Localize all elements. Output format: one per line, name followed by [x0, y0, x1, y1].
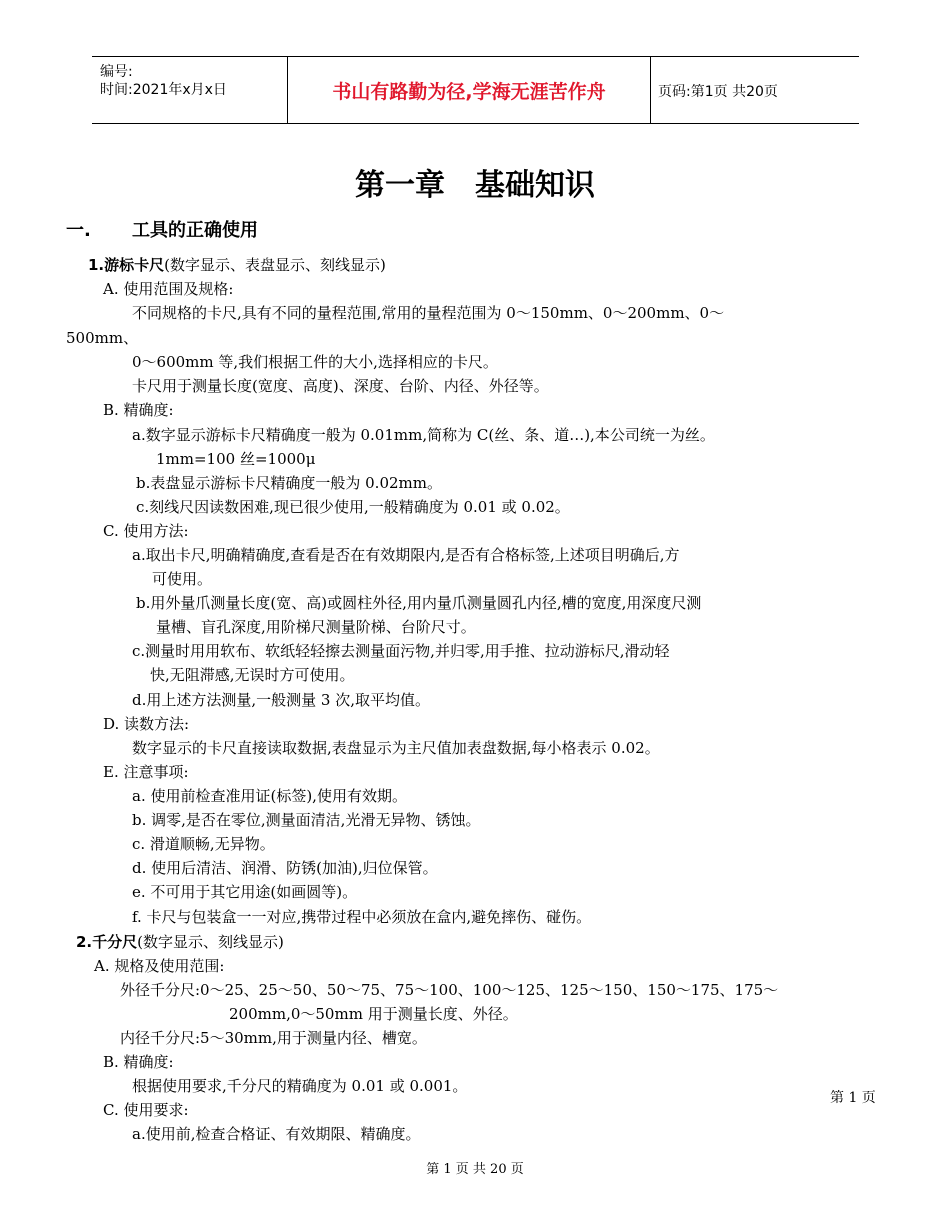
line-text: B. 精确度:: [103, 1053, 174, 1071]
text-line: [120, 980, 778, 1000]
line-text: 200mm,0～50mm 用于测量长度、外径。: [229, 1005, 518, 1023]
line-text: A. 使用范围及规格:: [103, 280, 234, 298]
time-label: 时间:2021年x月x日: [100, 82, 227, 98]
line-text: 数字显示的卡尺直接读取数据,表盘显示为主尺值加表盘数据,每小格表示 0.02。: [132, 739, 660, 757]
line-text: d.用上述方法测量,一般测量 3 次,取平均值。: [132, 691, 430, 709]
text-line: [103, 714, 189, 734]
text-line: [136, 473, 442, 493]
text-line: [132, 303, 724, 323]
footer-page-count: 第 1 页 共 20 页: [426, 1162, 524, 1177]
subsection-line: [76, 932, 284, 952]
line-text: e. 不可用于其它用途(如画圆等)。: [132, 883, 358, 901]
line-text: 根据使用要求,千分尺的精确度为 0.01 或 0.001。: [132, 1077, 468, 1095]
section-number: 一.: [66, 220, 91, 241]
text-line: [152, 569, 212, 589]
line-text: B. 精确度:: [103, 401, 174, 419]
line-text: 500mm、: [66, 329, 139, 347]
text-line: [132, 1076, 467, 1096]
header-motto-cell: [287, 57, 651, 123]
line-text: a.取出卡尺,明确精确度,查看是否在有效期限内,是否有合格标签,上述项目明确后,方: [132, 546, 680, 564]
text-line: [132, 425, 715, 445]
text-line: [132, 786, 407, 806]
subsection-number: 2.: [76, 933, 93, 951]
text-line: [94, 956, 224, 976]
text-line: [103, 521, 189, 541]
chapter-title: 第一章 基础知识: [355, 168, 595, 203]
text-line: [103, 1052, 174, 1072]
text-line: [66, 328, 138, 348]
text-line: [132, 834, 275, 854]
text-line: [132, 690, 430, 710]
text-line: [132, 376, 549, 396]
text-line: [132, 545, 680, 565]
text-line: [103, 762, 189, 782]
line-text: 快,无阻滞感,无误时方可使用。: [150, 666, 355, 684]
line-text: 内径千分尺:5～30mm,用于测量内径、槽宽。: [120, 1029, 427, 1047]
line-text: c.刻线尺因读数困难,现已很少使用,一般精确度为 0.01 或 0.02。: [136, 498, 570, 516]
text-line: [132, 858, 438, 878]
page-number-right: 第 1 页: [830, 1090, 876, 1106]
text-line: [103, 1100, 189, 1120]
line-text: 量槽、盲孔深度,用阶梯尺测量阶梯、台阶尺寸。: [156, 618, 476, 636]
line-text: 不同规格的卡尺,具有不同的量程范围,常用的量程范围为 0～150mm、0～200mm、0～: [132, 304, 725, 322]
line-text: c. 滑道顺畅,无异物。: [132, 835, 275, 853]
text-line: [136, 497, 570, 517]
text-line: [132, 738, 660, 758]
page-label: 页码:第1页 共20页: [658, 84, 778, 100]
line-text: b.用外量爪测量长度(宽、高)或圆柱外径,用内量爪测量圆孔内径,槽的宽度,用深度尺测: [136, 594, 702, 612]
subsection-heading: 游标卡尺: [104, 256, 165, 274]
text-line: [132, 907, 591, 927]
subsection-number: 1.: [88, 256, 105, 274]
text-line: [156, 449, 315, 469]
text-line: [103, 400, 174, 420]
line-text: a. 使用前检查准用证(标签),使用有效期。: [132, 787, 407, 805]
line-text: E. 注意事项:: [103, 763, 189, 781]
text-line: [132, 641, 669, 661]
line-text: d. 使用后清洁、润滑、防锈(加油),归位保管。: [132, 859, 438, 877]
line-text: D. 读数方法:: [103, 715, 190, 733]
line-text: A. 规格及使用范围:: [94, 957, 225, 975]
text-line: [132, 882, 357, 902]
header-left-cell: [92, 57, 287, 123]
line-text: 可使用。: [152, 570, 213, 588]
text-line: [132, 352, 498, 372]
subsection-heading: 千分尺: [92, 933, 138, 951]
text-line: [120, 1028, 427, 1048]
line-text: c.测量时用用软布、软纸轻轻擦去测量面污物,并归零,用手推、拉动游标尺,滑动轻: [132, 642, 670, 660]
text-line: [136, 593, 701, 613]
motto: 书山有路勤为径,学海无涯苦作舟: [332, 81, 606, 103]
line-text: (数字显示、刻线显示): [137, 933, 284, 951]
line-text: a.使用前,检查合格证、有效期限、精确度。: [132, 1125, 421, 1143]
section-heading: [66, 216, 258, 242]
subsection-line: [88, 255, 386, 275]
line-text: (数字显示、表盘显示、刻线显示): [164, 256, 386, 274]
line-text: 外径千分尺:0～25、25～50、50～75、75～100、100～125、125～150、150～175、175～: [120, 981, 779, 999]
text-line: [156, 617, 476, 637]
line-text: 卡尺用于测量长度(宽度、高度)、深度、台阶、内径、外径等。: [132, 377, 549, 395]
line-text: b. 调零,是否在零位,测量面清洁,光滑无异物、锈蚀。: [132, 811, 481, 829]
header-right-cell: [650, 57, 859, 123]
text-line: [132, 810, 480, 830]
line-text: b.表盘显示游标卡尺精确度一般为 0.02mm。: [136, 474, 442, 492]
text-line: [132, 1124, 420, 1144]
text-line: [229, 1004, 518, 1024]
line-text: 0～600mm 等,我们根据工件的大小,选择相应的卡尺。: [132, 353, 498, 371]
line-text: C. 使用方法:: [103, 522, 189, 540]
number-label: 编号:: [100, 64, 133, 80]
line-text: f. 卡尺与包装盒一一对应,携带过程中必须放在盒内,避免摔伤、碰伤。: [132, 908, 592, 926]
header-table: [92, 56, 859, 124]
line-text: 1mm=100 丝=1000μ: [156, 450, 316, 468]
text-line: [150, 665, 355, 685]
section-title: 工具的正确使用: [132, 220, 258, 241]
text-line: [103, 279, 233, 299]
line-text: a.数字显示游标卡尺精确度一般为 0.01mm,简称为 C(丝、条、道…),本公司统一为丝。: [132, 426, 715, 444]
line-text: C. 使用要求:: [103, 1101, 189, 1119]
